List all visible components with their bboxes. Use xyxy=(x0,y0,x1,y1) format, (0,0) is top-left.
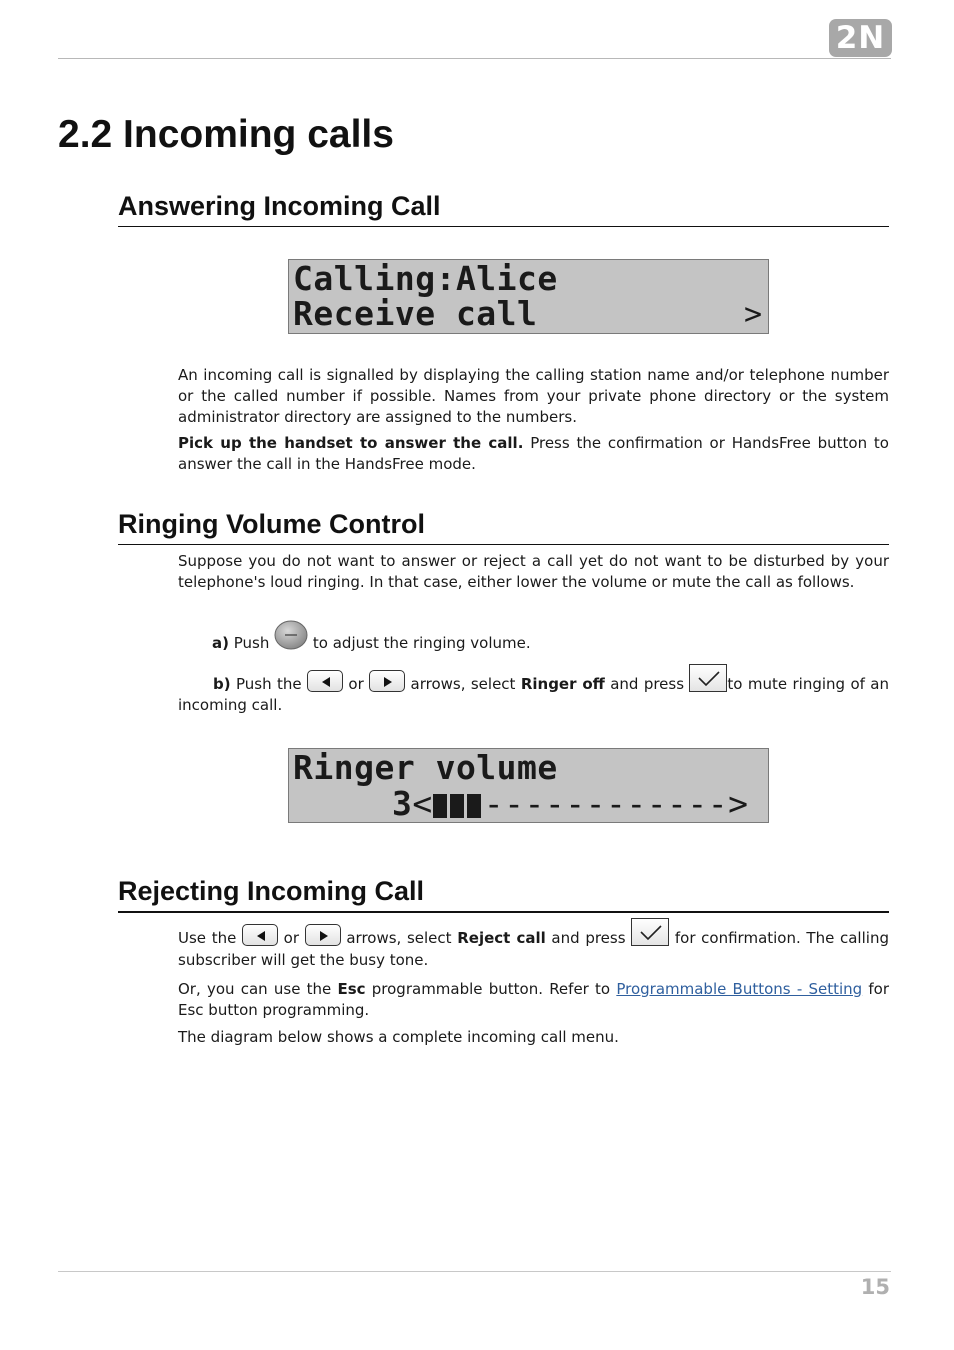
diagram-note: The diagram below shows a complete incoming call menu. xyxy=(178,1028,619,1046)
esc-instruction xyxy=(178,979,889,1021)
lcd-right-arrow-icon: > xyxy=(743,297,762,332)
confirm-key-icon xyxy=(689,664,727,692)
rejecting-instruction xyxy=(178,918,889,971)
footer-rule xyxy=(58,1271,891,1272)
lcd-ringer-line-2 xyxy=(392,786,749,822)
step-b-bold: Ringer off xyxy=(520,675,605,693)
step-a-label: a) xyxy=(212,634,229,652)
rejecting-press: and press xyxy=(545,929,632,947)
step-b-press: and press xyxy=(604,675,690,693)
rejecting-pre: Use the xyxy=(178,929,242,947)
step-b-mid: arrows, select xyxy=(405,675,521,693)
left-arrow-key-icon xyxy=(307,670,343,692)
volume-bar xyxy=(450,794,464,818)
left-arrow-key-icon xyxy=(242,924,278,946)
rejecting-post: for confirmation. The calling subscriber will get the busy tone. xyxy=(178,929,889,969)
page-number: 15 xyxy=(860,1275,890,1299)
confirm-key-icon xyxy=(631,918,669,946)
esc-mid: programmable button. Refer to xyxy=(365,980,617,998)
esc-pre: Or, you can use the xyxy=(178,980,338,998)
lcd-line-1: Calling:Alice xyxy=(293,259,558,298)
step-a-pre: Push xyxy=(228,634,275,652)
step-a-post: to adjust the ringing volume. xyxy=(308,634,531,652)
page-title: 2.2 Incoming calls xyxy=(58,113,394,156)
esc-post: for Esc button programming. xyxy=(178,980,889,1019)
section-heading-answering: Answering Incoming Call xyxy=(118,190,889,227)
volume-level-value: 3 xyxy=(392,784,413,823)
rejecting-mid: arrows, select xyxy=(340,929,458,947)
step-b-pre: Push the xyxy=(230,675,307,693)
volume-dashes: ------------ xyxy=(483,784,729,823)
right-arrow-key-icon xyxy=(305,924,341,946)
answering-instruction-bold: Pick up the handset to answer the call. xyxy=(178,434,524,452)
answering-instruction-rest: Press the confirmation or HandsFree button to answer the call in the HandsFree mode. xyxy=(178,434,889,473)
step-b-post: to mute ringing of an incoming call. xyxy=(178,675,889,714)
programmable-buttons-link[interactable]: Programmable Buttons - Setting xyxy=(616,980,863,998)
lcd-display-ringer-volume xyxy=(288,748,769,823)
answering-instruction xyxy=(178,433,889,475)
lcd-display-calling xyxy=(288,259,769,334)
section-heading-ringing-volume: Ringing Volume Control xyxy=(118,508,889,545)
rejecting-bold: Reject call xyxy=(457,929,546,947)
step-a xyxy=(212,620,889,658)
rejecting-or: or xyxy=(277,929,305,947)
right-arrow-key-icon xyxy=(369,670,405,692)
volume-bars xyxy=(433,784,484,823)
volume-bar xyxy=(433,794,447,818)
section-heading-rejecting: Rejecting Incoming Call xyxy=(118,875,889,913)
step-b xyxy=(178,664,889,716)
volume-close-bracket: > xyxy=(728,784,749,823)
answering-description: An incoming call is signalled by displaying the calling station name and/or telephone number or the called number if possible. Names from your private phone directory or the system administrator directory are assigned to the numbers. xyxy=(178,366,889,426)
lcd-ringer-line-1: Ringer volume xyxy=(293,748,558,787)
volume-bar xyxy=(467,794,481,818)
volume-key-icon xyxy=(274,620,308,650)
step-b-or: or xyxy=(343,675,370,693)
lcd-line-2: Receive call xyxy=(293,294,538,333)
volume-open-bracket: < xyxy=(412,784,433,823)
brand-logo: 2N xyxy=(829,19,892,57)
step-b-label: b) xyxy=(213,675,231,693)
header-rule xyxy=(58,58,891,59)
esc-bold: Esc xyxy=(337,980,366,998)
ringing-description: Suppose you do not want to answer or reject a call yet do not want to be disturbed by your telephone's loud ringing. In that case, either lower the volume or mute the call as follows. xyxy=(178,552,889,591)
